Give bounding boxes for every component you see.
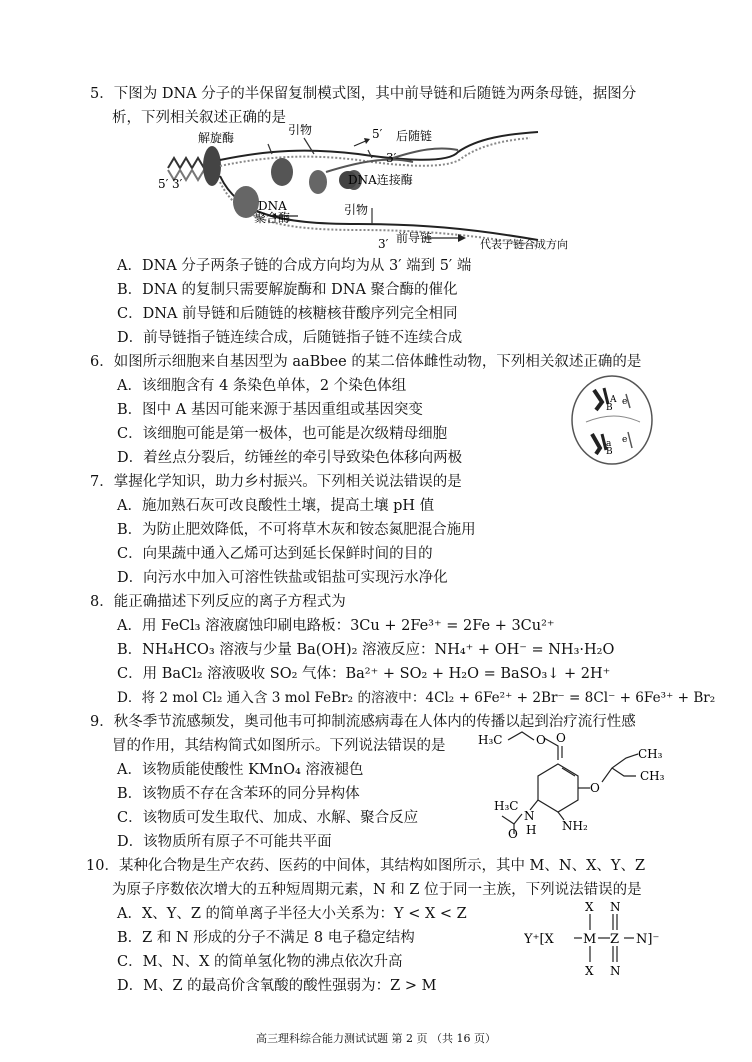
q7-option-d: D．向污水中加入可溶性铁盐或铝盐可实现污水净化 <box>117 570 448 586</box>
label-primer-upper: 引物 <box>288 124 313 137</box>
q9-option-b: B．该物质不存在含苯环的同分异构体 <box>117 786 360 802</box>
label-three-prime-upper: 3′ <box>386 151 397 165</box>
atom-o-amide: O <box>508 827 518 840</box>
gene-label-big-a: A <box>610 395 617 405</box>
atom-h-amide: H <box>526 823 537 837</box>
dna-replication-figure <box>158 124 628 252</box>
formula-x-top: X <box>585 900 594 914</box>
atom-o-ester-single: O <box>536 733 546 747</box>
atom-nh2: NH₂ <box>562 819 588 833</box>
q6-option-a: A．该细胞含有 4 条染色单体，2 个染色体组 <box>117 378 407 394</box>
q5-option-d: D．前导链指子链连续合成，后随链指子链不连续合成 <box>117 330 463 346</box>
label-polymerase-line1: DNA <box>258 199 287 213</box>
q10-option-b: B．Z 和 N 形成的分子不满足 8 电子稳定结构 <box>117 930 415 946</box>
gene-label-e-lower: e <box>622 435 628 445</box>
formula-n-anion: N]⁻ <box>636 932 660 947</box>
q7-option-a: A．施加熟石灰可改良酸性土壤，提高土壤 pH 值 <box>117 498 435 514</box>
atom-h3c-amide: H₃C <box>494 799 519 813</box>
q9-option-d: D．该物质所有原子不可能共平面 <box>117 834 332 850</box>
label-primer-lower: 引物 <box>344 203 369 217</box>
label-lagging-strand: 后随链 <box>396 129 433 143</box>
q9-stem-line1: 9．秋冬季节流感频发，奥司他韦可抑制流感病毒在人体内的传播以起到治疗流行性感 <box>90 714 636 730</box>
atom-n-amide: N <box>524 809 535 823</box>
q8-option-a: A．用 FeCl₃ 溶液腐蚀印刷电路板：3Cu + 2Fe³⁺ = 2Fe + 3Cu²⁺ <box>117 618 555 634</box>
formula-n-bottom: N <box>610 964 621 978</box>
q6-option-d: D．着丝点分裂后，纺锤丝的牵引导致染色体移向两极 <box>117 450 463 466</box>
q7-option-c: C．向果蔬中通入乙烯可达到延长保鲜时间的目的 <box>117 546 433 562</box>
page-footer: 高三理科综合能力测试试题 第 2 页 （共 16 页） <box>256 1032 496 1045</box>
label-ligase: DNA连接酶 <box>348 173 413 187</box>
q5-option-a: A．DNA 分子两条子链的合成方向均为从 3′ 端到 5′ 端 <box>117 258 472 274</box>
label-helicase: 解旋酶 <box>198 131 235 145</box>
atom-o-ether: O <box>590 781 600 795</box>
label-five-prime-upper: 5′ <box>372 127 383 141</box>
label-polymerase-line2: 聚合酶 <box>254 211 291 225</box>
formula-x-bottom: X <box>585 964 594 978</box>
oseltamivir-structure <box>478 730 678 840</box>
q10-stem-line1: 10．某种化合物是生产农药、医药的中间体，其结构如图所示，其中 M、N、X、Y、Z <box>86 858 646 874</box>
q5-option-c: C．DNA 前导链和后随链的核糖核苷酸序列完全相同 <box>117 306 458 322</box>
q6-option-b: B．图中 A 基因可能来源于基因重组或基因突变 <box>117 402 423 418</box>
q10-option-a: A．X、Y、Z 的简单离子半径大小关系为：Y < X < Z <box>117 906 467 922</box>
gene-label-small-b: B <box>606 447 613 457</box>
q9-stem-line2: 冒的作用，其结构简式如图所示。下列说法错误的是 <box>112 738 446 754</box>
q10-stem-line2: 为原子序数依次增大的五种短周期元素，N 和 Z 位于同一主族，下列说法错误的是 <box>112 882 642 898</box>
gene-label-small-a: a <box>606 439 612 449</box>
atom-ch3-upper: CH₃ <box>638 747 663 761</box>
cell-division-figure <box>566 372 662 468</box>
gene-label-big-b: B <box>606 403 613 413</box>
label-three-prime-lower: 3′ <box>378 237 389 251</box>
q5-stem-line1: 5．下图为 DNA 分子的半保留复制模式图，其中前导链和后随链为两条母链，据图分 <box>90 86 637 102</box>
label-leading-strand: 前导链 <box>396 231 433 245</box>
q9-option-c: C．该物质可发生取代、加成、水解、聚合反应 <box>117 810 419 826</box>
q8-option-b: B．NH₄HCO₃ 溶液与少量 Ba(OH)₂ 溶液反应：NH₄⁺ + OH⁻ = NH₃·H₂O <box>117 642 615 658</box>
atom-ch3-lower: CH₃ <box>640 769 665 783</box>
atom-h3c-ester: H₃C <box>478 733 503 747</box>
atom-o-ester-double: O <box>556 731 566 745</box>
label-five-prime-left: 5′ <box>158 177 169 191</box>
q6-stem: 6．如图所示细胞来自基因型为 aaBbee 的某二倍体雌性动物，下列相关叙述正确的是 <box>90 354 642 370</box>
formula-atom-m: M <box>583 932 597 947</box>
q10-option-c: C．M、N、X 的简单氢化物的沸点依次升高 <box>117 954 403 970</box>
q9-option-a: A．该物质能使酸性 KMnO₄ 溶液褪色 <box>117 762 364 778</box>
q8-stem: 8．能正确描述下列反应的离子方程式为 <box>90 594 346 610</box>
q6-option-c: C．该细胞可能是第一极体，也可能是次级精母细胞 <box>117 426 448 442</box>
formula-n-top: N <box>610 900 621 914</box>
q8-option-c: C．用 BaCl₂ 溶液吸收 SO₂ 气体：Ba²⁺ + SO₂ + H₂O = BaSO₃↓ + 2H⁺ <box>117 666 611 682</box>
q7-option-b: B．为防止肥效降低，不可将草木灰和铵态氮肥混合施用 <box>117 522 476 538</box>
label-legend: 代表子链合成方向 <box>480 238 568 251</box>
gene-label-e-upper: e <box>622 397 628 407</box>
compound-structure-figure <box>524 898 694 980</box>
q5-option-b: B．DNA 的复制只需要解旋酶和 DNA 聚合酶的催化 <box>117 282 458 298</box>
q10-option-d: D．M、Z 的最高价含氧酸的酸性强弱为：Z > M <box>117 978 437 994</box>
q8-option-d: D．将 2 mol Cl₂ 通入含 3 mol FeBr₂ 的溶液中：4Cl₂ + 6Fe²⁺ + 2Br⁻ = 8Cl⁻ + 6Fe³⁺ + Br₂ <box>117 690 716 706</box>
q5-stem-line2: 析，下列相关叙述正确的是 <box>112 110 286 126</box>
formula-atom-z: Z <box>610 932 620 947</box>
label-three-prime-left: 3′ <box>172 177 183 191</box>
formula-y-cation: Y⁺[X <box>524 932 554 947</box>
q7-stem: 7．掌握化学知识，助力乡村振兴。下列相关说法错误的是 <box>90 474 462 490</box>
